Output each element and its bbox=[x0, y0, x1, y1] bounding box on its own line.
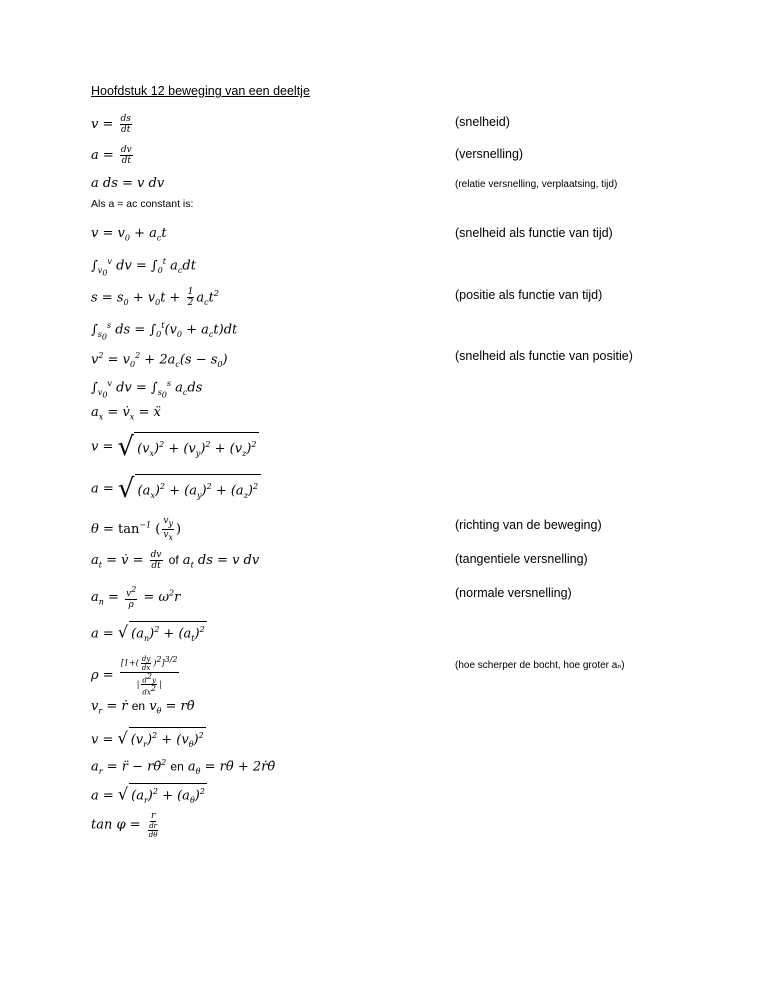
eq-tan-phi: tan φ = $\frac{r}{\frac{dr}{d\theta}}$ bbox=[91, 811, 158, 839]
constant-note: Als a = aᴄ constant is: bbox=[91, 198, 194, 210]
eq-s-of-t: $s = s_0 + v_0t$ + $\frac{1}{2}$ $a_ct^2$ bbox=[91, 287, 219, 309]
label-s-of-t: (positie als functie van tijd) bbox=[455, 288, 603, 302]
eq-a-polar: a = √ $(a_r)^2 + (a_\theta)^2$ bbox=[91, 783, 207, 809]
label-acceleration: (versnelling) bbox=[455, 147, 524, 161]
eq-tangential: $a_t$ = v̇ = $\frac{dv}{dt}$ of $a_t$ ds = v dv bbox=[91, 550, 260, 571]
eq-v-polar: v = √ $(v_r)^2 + (v_\theta)^2$ bbox=[91, 727, 206, 753]
label-v-of-t: (snelheid als functie van tijd) bbox=[455, 226, 613, 240]
label-rho: (hoe scherper de bocht, hoe groter aₙ) bbox=[455, 660, 625, 671]
page-title: Hoofdstuk 12 beweging van een deeltje bbox=[91, 84, 310, 98]
eq-a-ds-v-dv: a ds = v dv bbox=[91, 176, 165, 191]
label-theta: (richting van de beweging) bbox=[455, 518, 602, 532]
eq-a-nt: a = √ $(a_n)^2 + (a_t)^2$ bbox=[91, 621, 207, 647]
word-of: of bbox=[168, 553, 179, 567]
label-velocity: (snelheid) bbox=[455, 115, 510, 129]
eq-acceleration: a = $\frac{dv}{dt}$ bbox=[91, 145, 132, 166]
label-v-of-s: (snelheid als functie van positie) bbox=[455, 349, 633, 363]
eq-theta: $\theta = \tan^{-1}$ ( $\frac{v_y}{v_x}$ ) bbox=[91, 516, 182, 542]
eq-v-of-t: $v = v_0 + a_ct$ bbox=[91, 226, 167, 243]
eq-v-magnitude: v = √ $(v_x)^2 + (v_y)^2 + (v_z)^2$ bbox=[91, 432, 259, 462]
eq-integral-s: $\int_{s_0}^s$ ds = $\int_0^t(v_0 + a_ct)dt$ bbox=[91, 321, 238, 342]
word-en-1: en bbox=[131, 699, 146, 713]
eq-velocity: v = $\frac{ds}{dt}$ bbox=[91, 114, 131, 135]
label-tangential: (tangentiele versnelling) bbox=[455, 552, 588, 566]
eq-integral-vs: $\int_{v_0}^v$ dv = $\int_{s_0}^s$ $a_cds$ bbox=[91, 379, 203, 400]
eq-rho: ρ = [1+( $\frac{dy}{dx}$ )$^2$]$^{3/2}$ | $\frac{d^2y}{dx^2}$ | bbox=[91, 655, 178, 697]
label-relation: (relatie versnelling, verplaatsing, tijd) bbox=[455, 179, 618, 190]
eq-v-squared: $v^2 = v_0^2 + 2a_c(s - s_0)$ bbox=[91, 351, 228, 369]
eq-ax: $a_x$ = $v̇_x$ = ẍ bbox=[91, 405, 161, 422]
label-normal: (normale versnelling) bbox=[455, 586, 572, 600]
eq-ar-atheta: $a_r$ = r̈ − rθ̇$^2$ en $a_\theta$ = rθ̈ + 2ṙθ̇ bbox=[91, 758, 276, 776]
eq-a-magnitude: a = √ $(a_x)^2 + (a_y)^2 + (a_z)^2$ bbox=[91, 474, 261, 504]
eq-vr-vtheta: $v_r$ = ṙ en $v_\theta$ = rθ̇ bbox=[91, 699, 195, 716]
eq-integral-v: $\int_{v_0}^v$ dv = $\int_0^t$ $a_cdt$ bbox=[91, 257, 196, 278]
word-en-2: en bbox=[170, 759, 184, 774]
eq-normal: $a_n$ = $\frac{v^2}{\rho}$ = $\omega^2r$ bbox=[91, 585, 181, 610]
